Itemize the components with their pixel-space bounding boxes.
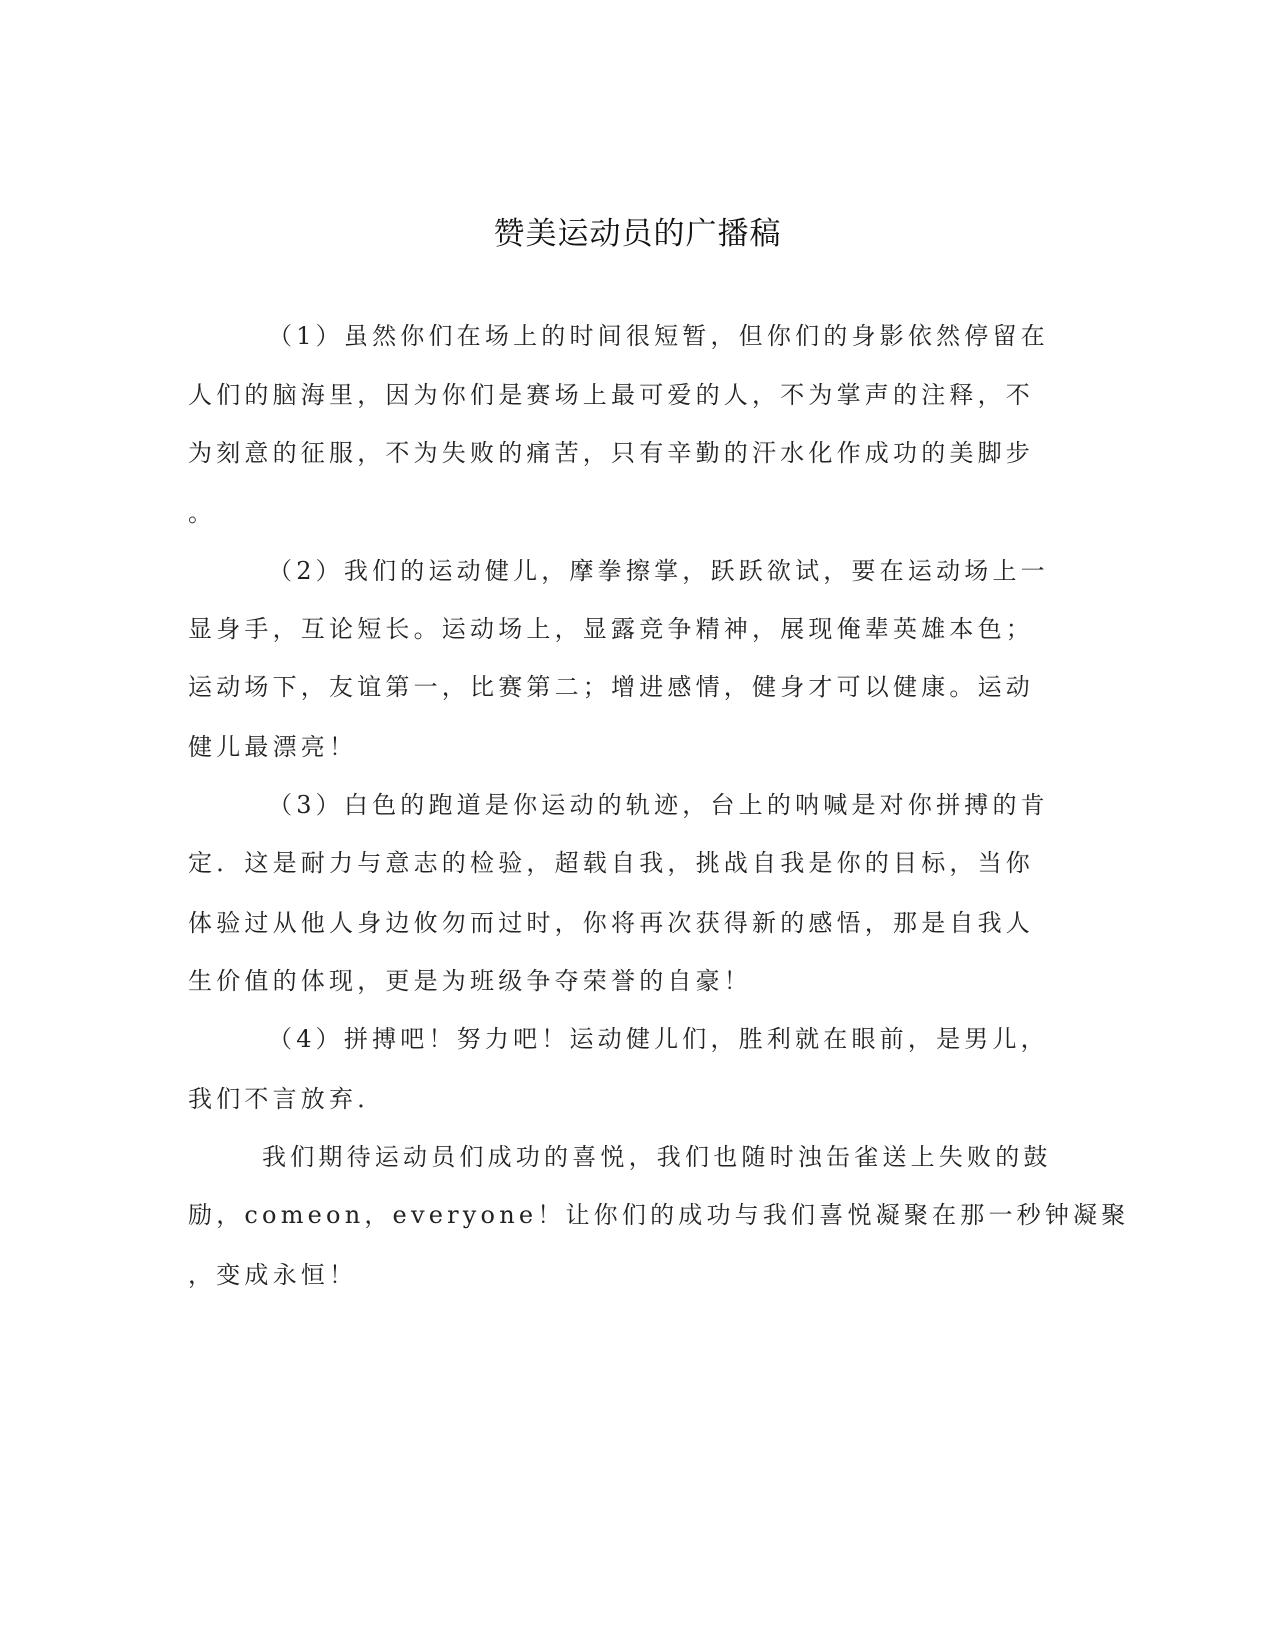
paragraph-1-line-3: 为刻意的征服，不为失败的痛苦，只有辛勤的汗水化作成功的美脚步 (188, 439, 1034, 467)
paragraph-2-line-2: 显身手，互论短长。运动场上，显露竞争精神，展现俺辈英雄本色； (188, 615, 1034, 643)
paragraph-3-line-4: 生价值的体现，更是为班级争夺荣誉的自豪！ (188, 967, 752, 995)
paragraph-1-line-4: 。 (188, 499, 217, 527)
paragraph-2-line-3: 运动场下，友谊第一，比赛第二；增进感情，健身才可以健康。运动 (188, 673, 1034, 701)
paragraph-2-line-4: 健儿最漂亮！ (188, 733, 358, 761)
paragraph-1-line-1: （1）虽然你们在场上的时间很短暂，但你们的身影依然停留在 (268, 322, 1049, 350)
paragraph-4-line-2: 我们不言放弃． (188, 1085, 386, 1113)
paragraph-4-line-1: （4）拼搏吧！努力吧！运动健儿们，胜利就在眼前，是男儿， (268, 1025, 1049, 1053)
paragraph-5-line-3: ，变成永恒！ (188, 1261, 358, 1289)
document-title: 赞美运动员的广播稿 (493, 216, 782, 252)
paragraph-5-line-2: 励，comeon，everyone！让你们的成功与我们喜悦凝聚在那一秒钟凝聚 (188, 1201, 1130, 1229)
paragraph-3-line-2: 定．这是耐力与意志的检验，超载自我，挑战自我是你的目标，当你 (188, 849, 1034, 877)
paragraph-5-line-1: 我们期待运动员们成功的喜悦，我们也随时浊缶雀送上失败的鼓 (262, 1143, 1052, 1171)
paragraph-1-line-2: 人们的脑海里，因为你们是赛场上最可爱的人，不为掌声的注释，不 (188, 381, 1034, 409)
paragraph-3-line-3: 体验过从他人身边攸勿而过时，你将再次获得新的感悟，那是自我人 (188, 909, 1034, 937)
paragraph-2-line-1: （2）我们的运动健儿，摩拳擦掌，跃跃欲试，要在运动场上一 (268, 557, 1049, 585)
paragraph-3-line-1: （3）白色的跑道是你运动的轨迹，台上的呐喊是对你拼搏的肯 (268, 791, 1049, 819)
